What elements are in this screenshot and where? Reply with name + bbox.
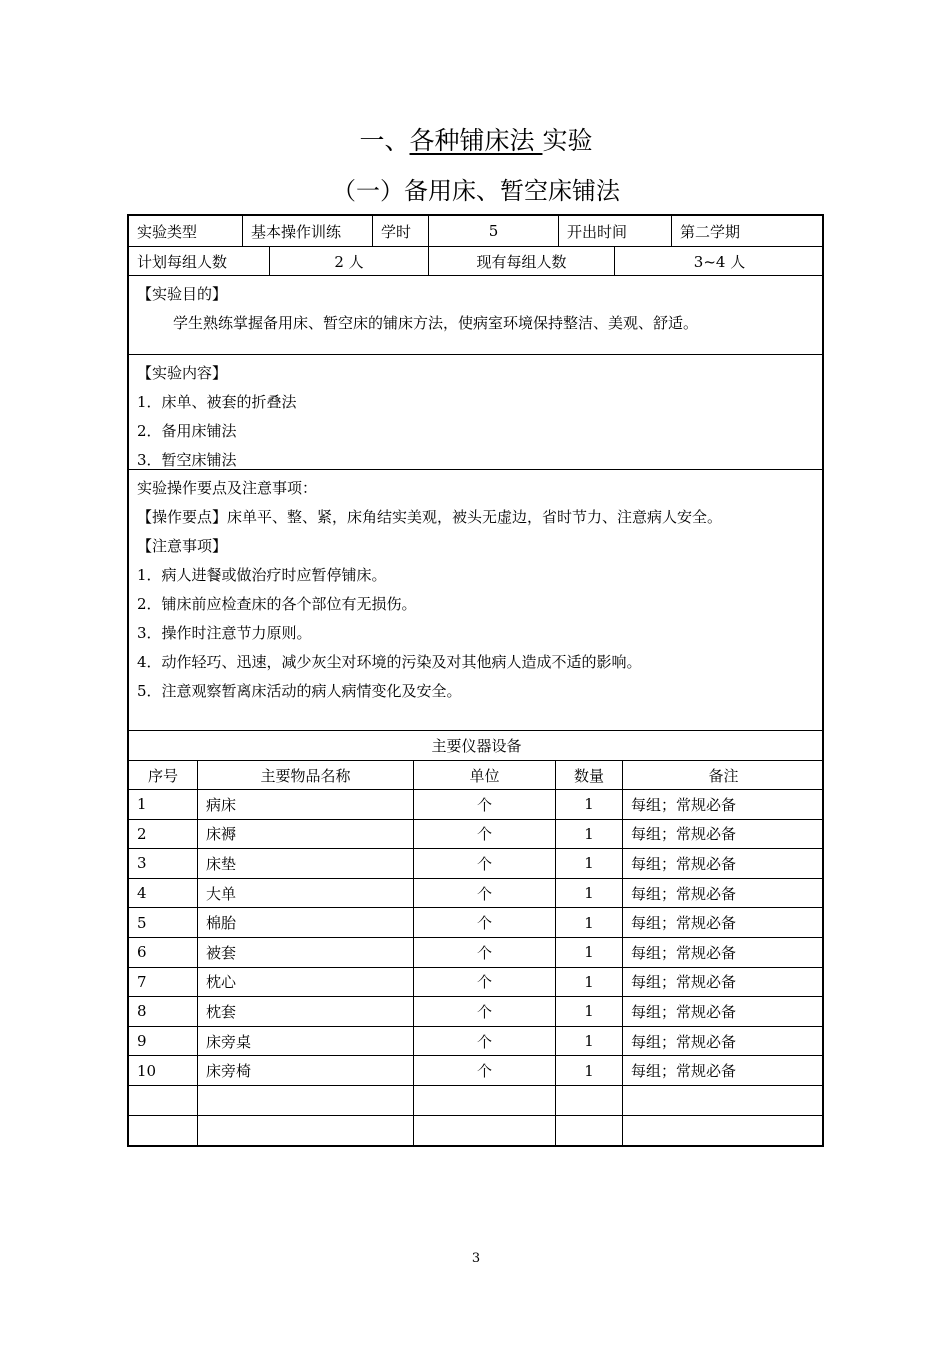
item-name: 床旁桌: [197, 1027, 413, 1056]
row-number: 1: [137, 795, 147, 814]
title-suffix: 实验: [542, 126, 593, 155]
item-name: 棉胎: [197, 908, 413, 937]
attention-heading: 【注意事项】: [137, 537, 228, 555]
item-remark: 每组；常规必备: [622, 1056, 824, 1085]
equipment-heading-row: [129, 731, 822, 761]
item-quantity: 1: [555, 908, 622, 937]
item-quantity: 1: [555, 968, 622, 997]
item-quantity: 1: [555, 849, 622, 878]
table-row: [129, 968, 822, 998]
column-header: 主要物品名称: [197, 761, 413, 789]
hours-label: 学时: [372, 216, 428, 246]
item-name: 枕套: [197, 997, 413, 1026]
title-underlined: 各种铺床法: [409, 126, 543, 155]
page-title: [0, 124, 952, 158]
item-quantity: [555, 1086, 622, 1115]
item-name: 病床: [197, 790, 413, 819]
row-number: 10: [137, 1061, 157, 1080]
table-row: [129, 997, 822, 1027]
time-label: 开出时间: [558, 216, 671, 246]
item-unit: 个: [413, 820, 555, 849]
item-name: 枕心: [197, 968, 413, 997]
item-remark: 每组；常规必备: [622, 968, 824, 997]
item-unit: 个: [413, 908, 555, 937]
item-unit: 个: [413, 849, 555, 878]
item-name: [197, 1086, 413, 1115]
item-remark: 每组；常规必备: [622, 997, 824, 1026]
row-number: 9: [137, 1032, 147, 1051]
table-row: [129, 1056, 822, 1086]
item-remark: 每组；常规必备: [622, 849, 824, 878]
item-remark: 每组；常规必备: [622, 908, 824, 937]
content-heading: 【实验内容】: [137, 364, 228, 382]
item-name: 大单: [197, 879, 413, 908]
item-unit: 个: [413, 938, 555, 967]
table-row: [129, 879, 822, 909]
current-value: 3~4 人: [614, 247, 824, 275]
item-quantity: 1: [555, 997, 622, 1026]
item-unit: 个: [413, 968, 555, 997]
row-number: 5: [137, 913, 147, 932]
current-label: 现有每组人数: [428, 247, 614, 275]
info-row-2: [129, 247, 822, 276]
item-remark: 每组；常规必备: [622, 879, 824, 908]
experiment-table: [127, 214, 824, 1147]
info-row-1: [129, 216, 822, 247]
attention-item: 3．操作时注意节力原则。: [137, 624, 312, 642]
item-remark: [622, 1086, 824, 1115]
item-name: 床垫: [197, 849, 413, 878]
page-subtitle: （一）备用床、暂空床铺法: [332, 177, 620, 205]
time-value: 第二学期: [671, 216, 824, 246]
table-row: [129, 849, 822, 879]
table-row: [129, 1027, 822, 1057]
item-unit: 个: [413, 879, 555, 908]
item-name: [197, 1116, 413, 1146]
content-item: 3．暂空床铺法: [137, 451, 237, 469]
content-section: [129, 355, 822, 470]
type-value: 基本操作训练: [242, 216, 372, 246]
item-quantity: 1: [555, 879, 622, 908]
item-quantity: [555, 1116, 622, 1146]
equipment-rows: [129, 790, 822, 1145]
item-name: 床褥: [197, 820, 413, 849]
row-number: [129, 1086, 197, 1115]
attention-item: 1．病人进餐或做治疗时应暂停铺床。: [137, 566, 387, 584]
item-quantity: 1: [555, 1056, 622, 1085]
title-prefix: 一、: [359, 126, 410, 155]
item-unit: 个: [413, 1027, 555, 1056]
item-remark: [622, 1116, 824, 1146]
row-number: 8: [137, 1002, 147, 1021]
item-quantity: 1: [555, 1027, 622, 1056]
purpose-heading: 【实验目的】: [137, 285, 228, 303]
row-number: 2: [137, 824, 147, 843]
purpose-section: [129, 276, 822, 355]
table-row: [129, 938, 822, 968]
plan-label: 计划每组人数: [137, 252, 228, 271]
item-name: 床旁椅: [197, 1056, 413, 1085]
page-number: 3: [471, 1251, 481, 1266]
notes-heading: 实验操作要点及注意事项：: [137, 479, 318, 497]
purpose-text: 学生熟练掌握备用床、暂空床的铺床方法，使病室环境保持整洁、美观、舒适。: [173, 314, 699, 332]
row-number: 7: [137, 972, 147, 991]
item-quantity: 1: [555, 790, 622, 819]
table-row: [129, 790, 822, 820]
row-number: 6: [137, 943, 147, 962]
column-header: 备注: [622, 761, 824, 789]
item-remark: 每组；常规必备: [622, 820, 824, 849]
attention-item: 4．动作轻巧、迅速，减少灰尘对环境的污染及对其他病人造成不适的影响。: [137, 653, 642, 671]
type-label: 实验类型: [137, 222, 198, 241]
table-row: [129, 908, 822, 938]
notes-section: [129, 470, 822, 731]
equipment-heading: 主要仪器设备: [431, 737, 522, 755]
column-header: 序号: [147, 766, 178, 785]
item-unit: 个: [413, 790, 555, 819]
item-unit: [413, 1086, 555, 1115]
column-header: 数量: [555, 761, 622, 789]
item-unit: 个: [413, 1056, 555, 1085]
item-quantity: 1: [555, 938, 622, 967]
content-item: 2．备用床铺法: [137, 422, 237, 440]
hours-value: 5: [428, 216, 558, 246]
attention-item: 2．铺床前应检查床的各个部位有无损伤。: [137, 595, 417, 613]
item-unit: [413, 1116, 555, 1146]
table-row: [129, 820, 822, 850]
key-points: 【操作要点】床单平、整、紧，床角结实美观，被头无虚边，省时节力、注意病人安全。: [137, 508, 723, 526]
equipment-header-row: [129, 761, 822, 790]
row-number: 3: [137, 854, 147, 873]
content-item: 1．床单、被套的折叠法: [137, 393, 297, 411]
attention-item: 5．注意观察暂离床活动的病人病情变化及安全。: [137, 682, 462, 700]
item-remark: 每组；常规必备: [622, 790, 824, 819]
item-quantity: 1: [555, 820, 622, 849]
item-unit: 个: [413, 997, 555, 1026]
row-number: [129, 1116, 197, 1146]
item-remark: 每组；常规必备: [622, 938, 824, 967]
row-number: 4: [137, 884, 147, 903]
plan-value: 2 人: [269, 247, 428, 275]
column-header: 单位: [413, 761, 555, 789]
table-row: [129, 1116, 822, 1146]
item-name: 被套: [197, 938, 413, 967]
item-remark: 每组；常规必备: [622, 1027, 824, 1056]
table-row: [129, 1086, 822, 1116]
